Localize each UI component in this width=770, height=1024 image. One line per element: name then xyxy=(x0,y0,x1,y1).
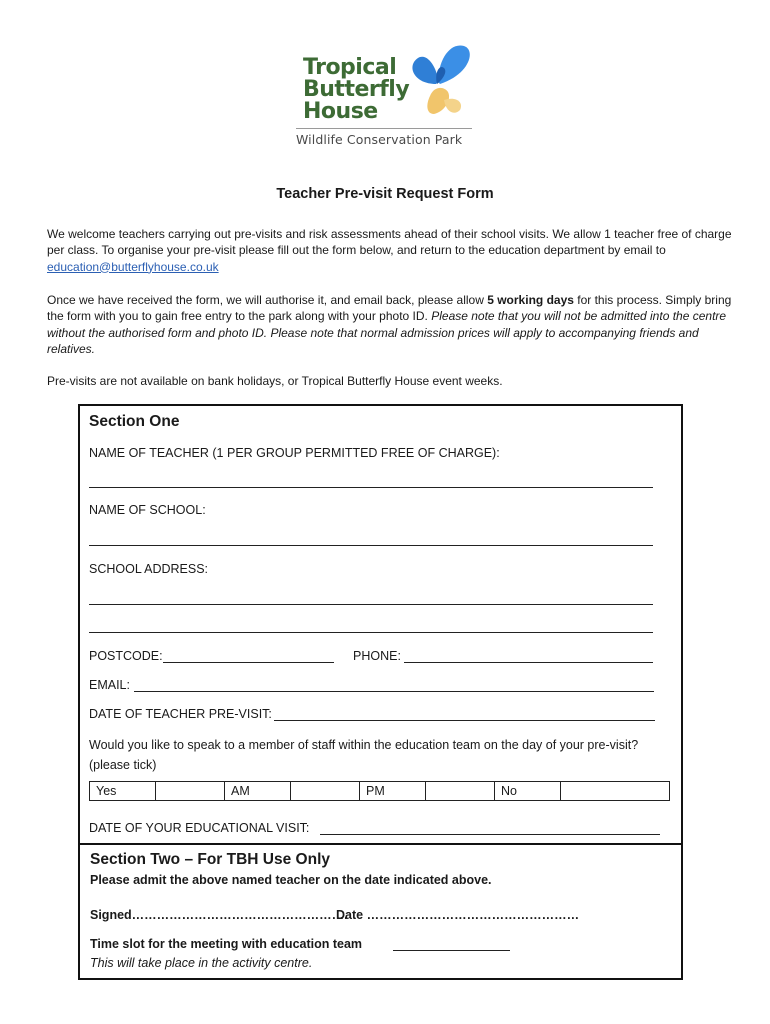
logo-divider xyxy=(296,128,472,129)
section-one-heading: Section One xyxy=(89,413,180,430)
form-title: Teacher Pre-visit Request Form xyxy=(276,186,494,202)
educational-visit-date-label: DATE OF YOUR EDUCATIONAL VISIT: xyxy=(89,821,310,835)
logo xyxy=(296,44,486,154)
logo-text-tropical: Tropical xyxy=(303,55,397,80)
education-email-link[interactable]: education@butterflyhouse.co.uk xyxy=(47,259,219,274)
postcode-field[interactable] xyxy=(163,662,334,663)
option-yes-tickbox[interactable] xyxy=(156,782,225,801)
logo-text-butterfly: Butterfly xyxy=(303,77,410,102)
tbh-date-field[interactable]: Date …………………………………………… xyxy=(336,908,580,922)
school-name-field[interactable] xyxy=(89,545,653,546)
phone-label: PHONE: xyxy=(353,649,401,663)
admission-note: Please note that you will not be admitted into the centre without the authorised form and photo ID. Please note that normal admission prices will apply to accompanying friends and relatives. xyxy=(47,309,727,356)
butterfly-icon xyxy=(404,44,474,120)
intro-text-2a: Once we have received the form, we will authorise it, and email back, please allow xyxy=(47,293,488,307)
intro-paragraph-3: Pre-visits are not available on bank holidays, or Tropical Butterfly House event weeks. xyxy=(47,374,503,388)
postcode-label: POSTCODE: xyxy=(89,649,163,663)
educational-visit-date-field[interactable] xyxy=(320,834,660,835)
activity-centre-note: This will take place in the activity centre. xyxy=(90,956,313,970)
option-no-label: No xyxy=(495,782,561,801)
option-no-tickbox[interactable] xyxy=(561,782,670,801)
admit-text: Please admit the above named teacher on the date indicated above. xyxy=(90,873,492,887)
logo-text-house: House xyxy=(303,99,378,124)
intro-paragraph-1 xyxy=(47,226,732,275)
working-days-text: 5 working days xyxy=(487,293,574,307)
previsit-date-field[interactable] xyxy=(274,720,655,721)
school-name-label: NAME OF SCHOOL: xyxy=(89,503,206,517)
tick-options-table xyxy=(89,781,670,801)
option-am-tickbox[interactable] xyxy=(291,782,360,801)
school-address-label: SCHOOL ADDRESS: xyxy=(89,562,209,576)
teacher-name-field[interactable] xyxy=(89,487,653,488)
staff-question: Would you like to speak to a member of staff within the education team on the day of your pre-visit? (please tick) xyxy=(89,738,639,772)
school-address-field-1[interactable] xyxy=(89,604,653,605)
option-am-label: AM xyxy=(225,782,291,801)
email-field[interactable] xyxy=(134,691,654,692)
logo-subtitle: Wildlife Conservation Park xyxy=(296,132,463,147)
option-pm-tickbox[interactable] xyxy=(426,782,495,801)
timeslot-label: Time slot for the meeting with education team xyxy=(90,937,363,951)
section-two-heading: Section Two – For TBH Use Only xyxy=(90,851,330,868)
email-label: EMAIL: xyxy=(89,678,130,692)
school-address-field-2[interactable] xyxy=(89,632,653,633)
intro-paragraph-2 xyxy=(47,292,732,357)
intro-text-2b: for this process. Simply bring the form with you to gain free entry to the park along with your photo ID. xyxy=(47,293,732,324)
timeslot-field[interactable] xyxy=(393,950,510,951)
signed-field[interactable]: Signed……………………………………………. xyxy=(90,908,348,922)
option-yes-label: Yes xyxy=(90,782,156,801)
intro-text-1: We welcome teachers carrying out pre-visits and risk assessments ahead of their school visits. We allow 1 teacher free of charge per class. To organise your pre-visit please fill out the form below, and return to the education department by email to xyxy=(47,227,732,258)
previsit-date-label: DATE OF TEACHER PRE-VISIT: xyxy=(89,707,272,721)
section-one-box xyxy=(78,404,683,845)
teacher-name-label: NAME OF TEACHER (1 PER GROUP PERMITTED FREE OF CHARGE): xyxy=(89,446,500,460)
phone-field[interactable] xyxy=(404,662,653,663)
option-pm-label: PM xyxy=(360,782,426,801)
